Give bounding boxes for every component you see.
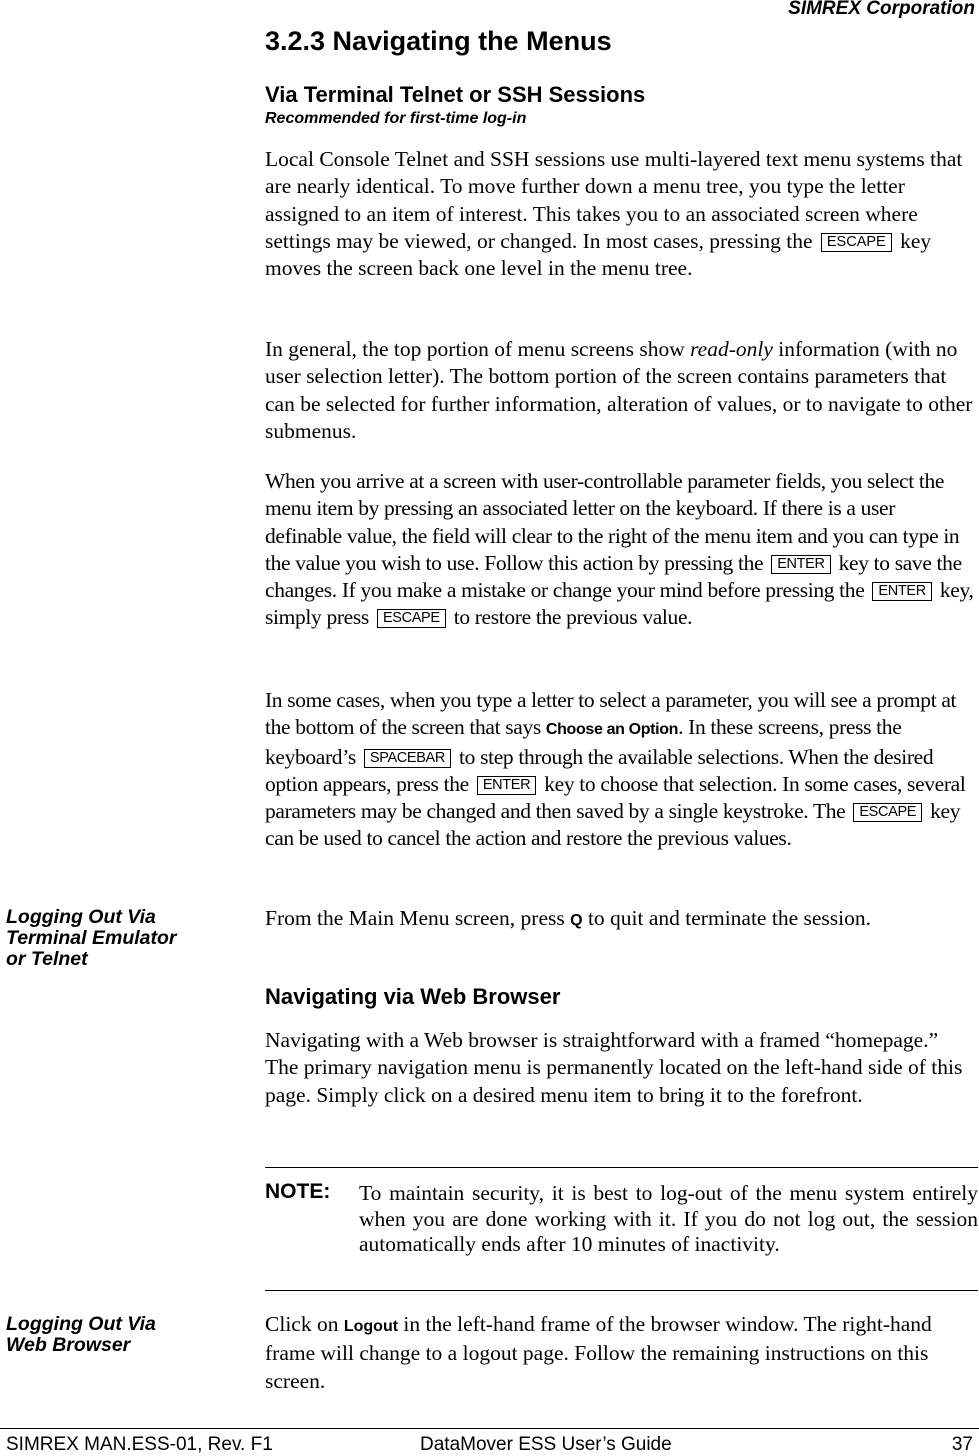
footer-title: DataMover ESS User’s Guide <box>420 1434 672 1455</box>
subsection-note: Recommended for first-time log-in <box>265 110 527 127</box>
paragraph-screen-layout <box>265 336 975 445</box>
side-label-logout-web <box>6 1314 156 1356</box>
paragraph-menu-intro <box>265 146 975 282</box>
paragraph-parameter-fields <box>265 468 975 632</box>
emphasis-text: read-only <box>690 337 773 361</box>
footer-doc-id: SIMREX MAN.ESS-01, Rev. F1 <box>6 1434 273 1455</box>
paragraph-web-browser: Navigating with a Web browser is straightforward with a framed “homepage.” The primary navigation menu is permanently located on the left-hand side of this page. Simply click on a desired menu item to bring it to the forefront. <box>265 1028 963 1107</box>
subsection-title: Via Terminal Telnet or SSH Sessions <box>265 82 646 107</box>
paragraph-text: to restore the previous value. <box>453 605 693 630</box>
paragraph-text: From the Main Menu screen, press <box>265 906 565 930</box>
paragraph-text: key moves the screen back one level in the menu tree. <box>265 228 932 281</box>
side-label-line: Terminal Emulator <box>6 927 177 949</box>
paragraph-text: in the left-hand frame of the browser window. The right-hand frame will change to a logout page. Follow the remaining instructions on this screen. <box>265 1312 932 1393</box>
side-label-line: Logging Out Via <box>6 906 156 928</box>
choose-option-prompt: Choose an Option <box>545 721 679 739</box>
side-label-line: or Telnet <box>6 948 88 970</box>
side-label-line: Logging Out Via <box>6 1313 156 1335</box>
note-text: To maintain security, it is best to log-out of the menu system entirely when you are done working with it. If you do not log out, the session automatically ends after 10 minutes of inactivity. <box>359 1181 978 1256</box>
paragraph-text: When you arrive at a screen with user-controllable parameter fields, you select the menu item by pressing an associated letter on the keyboard. If there is a user definable value, the field will clear to the right of the menu item and you can type in the value you wish to use. Follow this action by pressing the <box>265 469 960 575</box>
escape-key-badge: ESCAPE <box>853 803 922 822</box>
note-label: NOTE: <box>265 1180 331 1203</box>
spacebar-key-badge: SPACEBAR <box>364 749 451 768</box>
quit-key: Q <box>570 912 583 929</box>
escape-key-badge: ESCAPE <box>377 609 446 628</box>
web-browser-title: Navigating via Web Browser <box>265 984 561 1009</box>
note-top-rule <box>265 1167 978 1168</box>
paragraph-logout-web <box>265 1311 975 1395</box>
paragraph-text: key to choose that selection. In some cases, several parameters may be changed and then saved by a single keystroke. The <box>265 771 966 824</box>
enter-key-badge: ENTER <box>477 776 536 795</box>
paragraph-text: In some cases, when you type a letter to select a parameter, you will see a prompt at the bottom of the screen that says <box>265 688 957 740</box>
paragraph-text: In general, the top portion of menu screens show <box>265 337 685 361</box>
paragraph-text: key to save the changes. If you make a mistake or change your mind before pressing the <box>265 550 962 603</box>
header-company: SIMREX Corporation <box>788 0 975 19</box>
paragraph-text: to step through the available selections. When the desired option appears, press the <box>265 744 934 796</box>
section-title: 3.2.3 Navigating the Menus <box>265 26 612 56</box>
paragraph-text: key can be used to cancel the action and restore the previous values. <box>265 799 961 851</box>
side-label-logout-terminal <box>6 907 176 970</box>
side-label-line: Web Browser <box>6 1334 131 1356</box>
paragraph-text: . In these screens, press the keyboard’s <box>265 715 902 769</box>
paragraph-logout-terminal <box>265 905 975 934</box>
enter-key-badge: ENTER <box>771 555 830 574</box>
enter-key-badge: ENTER <box>872 582 931 601</box>
paragraph-text: key, simply press <box>265 578 974 630</box>
paragraph-text: information (with no user selection letter). The bottom portion of the screen contains parameters that can be selected for further information, alteration of values, or to navigate to other submenus. <box>265 337 973 443</box>
logout-link-text: Logout <box>343 1318 399 1335</box>
note-bottom-rule <box>265 1290 978 1291</box>
paragraph-text: Click on <box>265 1312 339 1336</box>
page-number: 37 <box>951 1434 973 1455</box>
escape-key-badge: ESCAPE <box>821 233 892 252</box>
footer-rule <box>0 1428 979 1429</box>
paragraph-text: to quit and terminate the session. <box>587 906 871 930</box>
paragraph-choose-option <box>265 687 975 853</box>
paragraph-text: Local Console Telnet and SSH sessions use multi-layered text menu systems that are nearly identical. To move further down a menu tree, you type the letter assigned to an item of interest. This takes you to an associated screen where settings may be viewed, or changed. In most cases, pressing the <box>265 147 963 253</box>
